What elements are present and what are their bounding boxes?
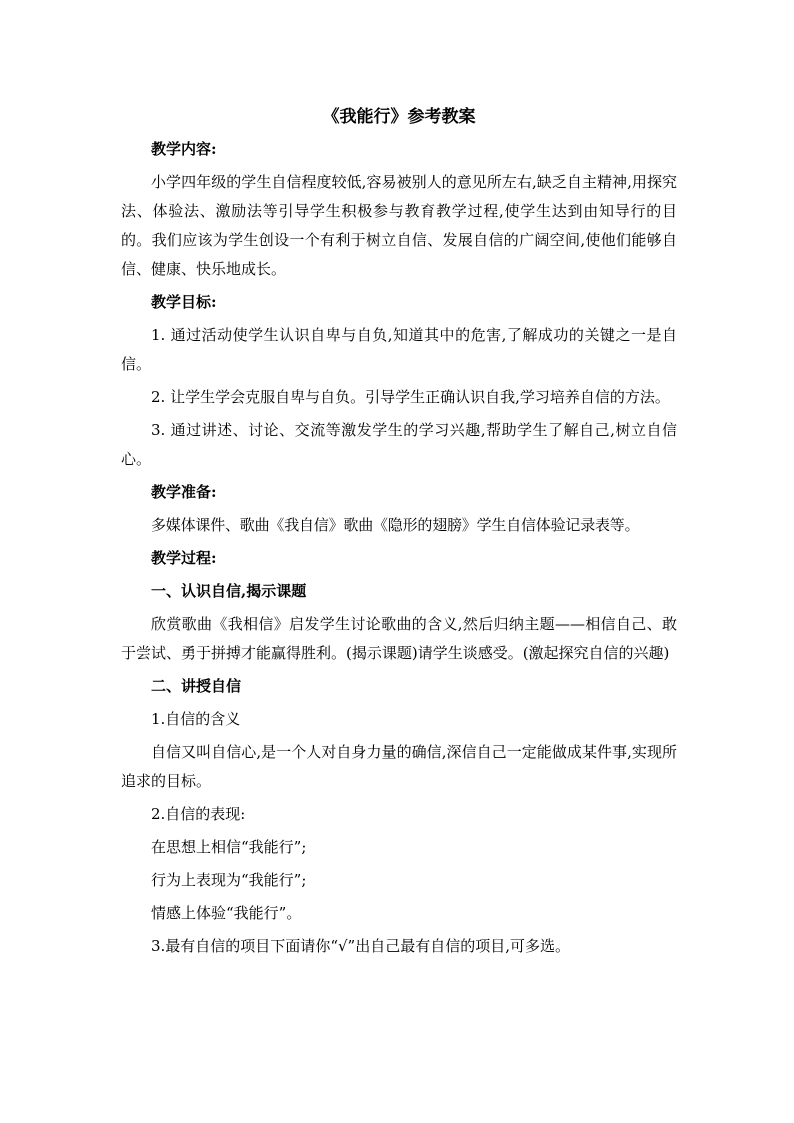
part-1-paragraph: 欣赏歌曲《我相信》启发学生讨论歌曲的含义,然后归纳主题——相信自己、敢于尝试、勇于拼搏才能赢得胜利。(揭示课题)请学生谈感受。(激起探究自信的兴趣): [121, 615, 677, 662]
teaching-goal-1: 1. 通过活动使学生认识自卑与自负,知道其中的危害,了解成功的关键之一是自信。: [121, 326, 677, 373]
part-1-heading: 一、认识自信,揭示课题: [151, 582, 307, 600]
item-2-line-2: 行为上表现为“我能行”;: [151, 871, 307, 889]
part-2-heading: 二、讲授自信: [151, 677, 242, 695]
teaching-prep-heading: 教学准备:: [151, 483, 217, 501]
document-title: 《我能行》参考教案: [322, 107, 476, 127]
item-2-line-3: 情感上体验“我能行”。: [151, 904, 302, 922]
item-2-line-1: 在思想上相信“我能行”;: [151, 838, 307, 856]
teaching-goal-2: 2. 让学生学会克服自卑与自负。引导学生正确认识自我,学习培养自信的方法。: [151, 388, 670, 406]
teaching-goals-heading: 教学目标:: [151, 293, 217, 311]
item-2-title: 2.自信的表现:: [151, 805, 246, 823]
teaching-prep-paragraph: 多媒体课件、歌曲《我自信》歌曲《隐形的翅膀》学生自信体验记录表等。: [151, 516, 640, 534]
teaching-content-heading: 教学内容:: [151, 140, 217, 158]
teaching-goal-3: 3. 通过讲述、讨论、交流等激发学生的学习兴趣,帮助学生了解自己,树立自信心。: [121, 421, 677, 468]
item-1-title: 1.自信的含义: [151, 710, 241, 728]
item-3-line: 3.最有自信的项目下面请你“√”出自己最有自信的项目,可多选。: [151, 937, 570, 955]
teaching-content-paragraph: 小学四年级的学生自信程度较低,容易被别人的意见所左右,缺乏自主精神,用探究法、体验法、激励法等引导学生积极参与教育教学过程,使学生达到由知导行的目的。我们应该为学生创设一个有利于树立自信、发展自信的广阔空间,使他们能够自信、健康、快乐地成长。: [121, 173, 677, 278]
item-1-paragraph: 自信又叫自信心,是一个人对自身力量的确信,深信自己一定能做成某件事,实现所追求的目标。: [121, 743, 677, 790]
lesson-plan-page: [121, 105, 677, 965]
teaching-process-heading: 教学过程:: [151, 549, 217, 567]
